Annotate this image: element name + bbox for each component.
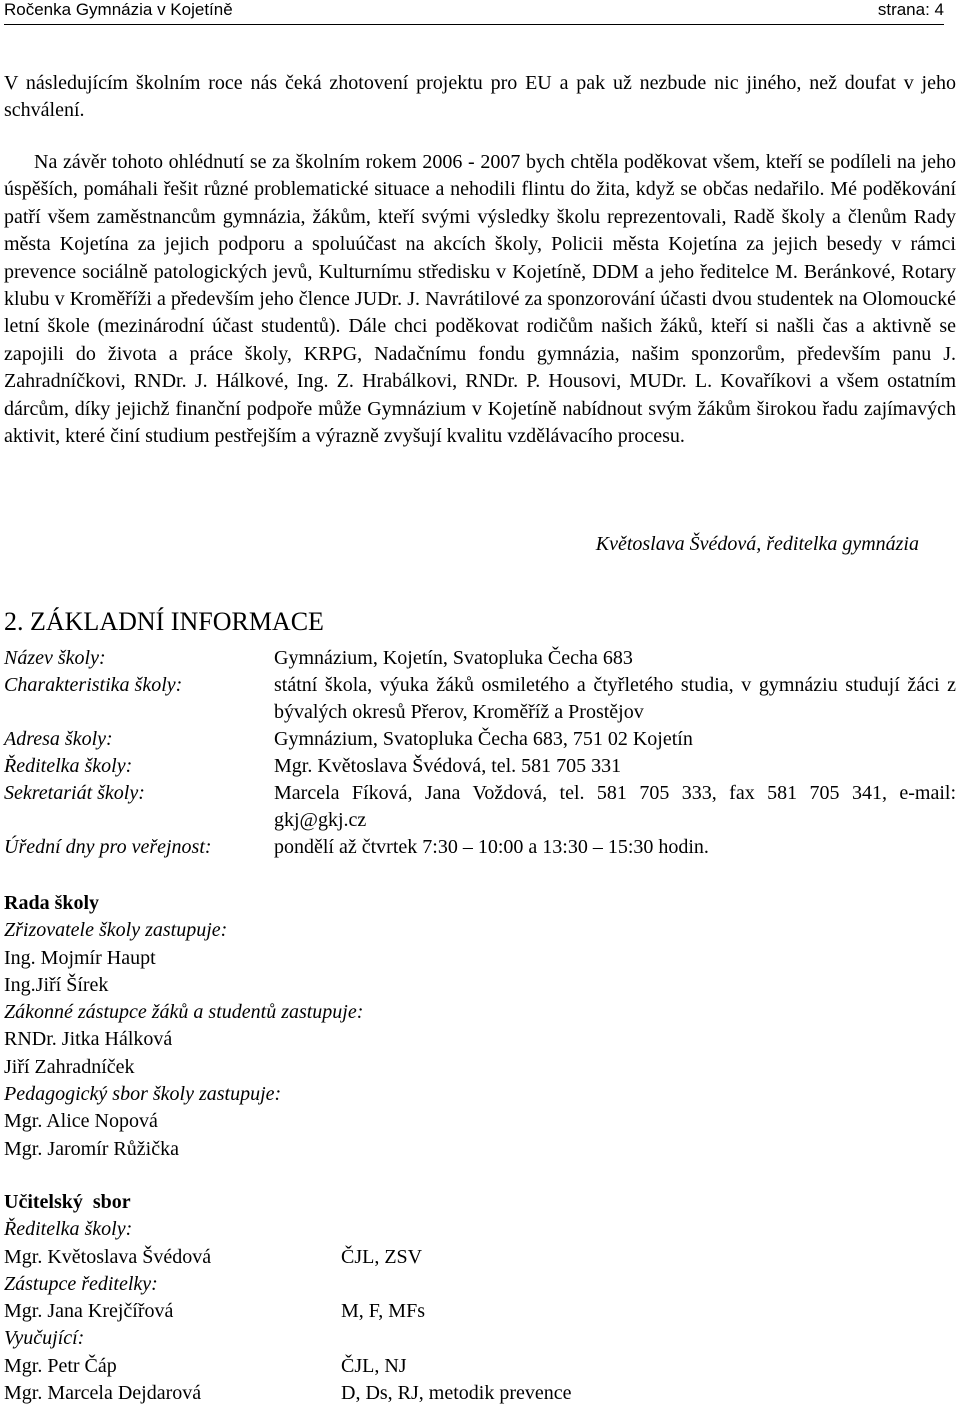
board-member: Ing. Mojmír Haupt — [4, 946, 156, 969]
info-value: Gymnázium, Kojetín, Svatopluka Čecha 683 — [274, 647, 633, 669]
staff-role: Vyučující: — [4, 1327, 85, 1350]
board-group-label: Zákonné zástupce žáků a studentů zastupuje: — [4, 1001, 364, 1024]
school-board — [4, 890, 956, 1163]
info-label: Charakteristika školy: — [4, 674, 183, 696]
info-row-director — [4, 753, 956, 780]
board-member: Mgr. Alice Nopová — [4, 1110, 158, 1133]
board-member: Mgr. Jaromír Růžička — [4, 1137, 179, 1160]
board-group-label: Zřizovatele školy zastupuje: — [4, 919, 228, 942]
board-group-label: Pedagogický sbor školy zastupuje: — [4, 1083, 282, 1106]
info-value: Gymnázium, Svatopluka Čecha 683, 751 02 Kojetín — [274, 728, 693, 750]
staff-name: Mgr. Květoslava Švédová — [4, 1245, 212, 1268]
staff-row — [4, 1244, 956, 1271]
staff-row — [4, 1353, 956, 1380]
info-row-office-hours — [4, 834, 956, 861]
page-header — [4, 0, 944, 25]
staff-role: Ředitelka školy: — [4, 1218, 133, 1241]
paragraph-1: V následujícím školním roce nás čeká zhotovení projektu pro EU a pak už nezbude nic jiného, než doufat v jeho schválení. — [4, 72, 956, 122]
info-row-address — [4, 726, 956, 753]
school-info — [4, 645, 956, 861]
info-value: státní škola, výuka žáků osmiletého a čtyřletého studia, v gymnáziu studují žáci z bývalých okresů Přerov, Kroměříž a Prostějov — [274, 674, 956, 723]
info-label: Úřední dny pro veřejnost: — [4, 836, 212, 858]
signature: Květoslava Švédová, ředitelka gymnázia — [595, 533, 919, 555]
staff-name: Mgr. Jana Krejčířová — [4, 1300, 174, 1323]
teaching-staff — [4, 1189, 956, 1407]
page-number: strana: 4 — [877, 0, 944, 19]
board-member: RNDr. Jitka Hálková — [4, 1028, 173, 1051]
info-value: Mgr. Květoslava Švédová, tel. 581 705 331 — [274, 755, 622, 777]
staff-title: Učitelský sbor — [4, 1191, 131, 1213]
staff-role: Zástupce ředitelky: — [4, 1272, 158, 1295]
staff-subjects: M, F, MFs — [341, 1300, 425, 1323]
staff-subjects: ČJL, ZSV — [341, 1245, 423, 1268]
staff-row — [4, 1298, 956, 1325]
header-title: Ročenka Gymnázia v Kojetíně — [4, 0, 233, 19]
info-label: Sekretariát školy: — [4, 782, 145, 804]
staff-name: Mgr. Petr Čáp — [4, 1354, 117, 1377]
paragraph-2: Na závěr tohoto ohlédnutí se za školním rokem 2006 - 2007 bych chtěla poděkovat všem, kteří se podíleli na jeho úspěších, pomáhali řešit různé problematické situace a nehodili flintu do žita, když se občas nedařilo. Mé poděkování patří všem zaměstnancům gymnázia, žákům, kteří svými výsledky školu reprezentovali, Radě školy a členům Rady města Kojetína za jejich podporu a spoluúčast na akcích školy, Policii města Kojetína za jejich besedy v rámci prevence sociálně patologických jevů, Kulturnímu středisku v Kojetíně, DDM a jeho ředitelce M. Beránkové, Rotary klubu v Kroměříži a především jeho člence JUDr. J. Navrátilové za sponzorování účasti dvou studentek na Olomoucké letní škole (mezinárodní účast studentů). Dále chci poděkovat rodičům našich žáků, kteří si našli čas a aktivně se zapojili do života a práce školy, KRPG, Nadačnímu fondu gymnázia, našim sponzorům, především panu J. Zahradníčkovi, RNDr. J. Hálkové, Ing. Z. Hrabálkovi, RNDr. P. Housovi, MUDr. L. Kovaříkovi a všem ostatním dárcům, díky jejichž finanční podpoře může Gymnázium v Kojetíně nabídnout svým žákům širokou řadu zajímavých aktivit, které činí studium pestřejším a výrazně zvyšují kvalitu vzdělávacího procesu. — [4, 151, 956, 448]
info-row-characteristics — [4, 672, 956, 726]
info-label: Ředitelka školy: — [4, 755, 133, 777]
staff-subjects: D, Ds, RJ, metodik prevence — [341, 1382, 572, 1405]
staff-name: Mgr. Marcela Dejdarová — [4, 1382, 202, 1405]
info-value: pondělí až čtvrtek 7:30 – 10:00 a 13:30 – 15:30 hodin. — [274, 836, 709, 858]
info-row-name — [4, 645, 956, 672]
board-member: Ing.Jiří Šírek — [4, 973, 109, 996]
info-value: Marcela Fíková, Jana Voždová, tel. 581 705 333, fax 581 705 341, e-mail: gkj@gkj.cz — [274, 782, 956, 831]
section-title: 2. ZÁKLADNÍ INFORMACE — [4, 607, 324, 636]
info-label: Adresa školy: — [4, 728, 113, 750]
staff-subjects: ČJL, NJ — [341, 1354, 407, 1377]
board-member: Jiří Zahradníček — [4, 1055, 135, 1078]
board-title: Rada školy — [4, 892, 100, 914]
info-row-secretariat — [4, 780, 956, 834]
staff-row — [4, 1380, 956, 1407]
info-label: Název školy: — [4, 647, 106, 669]
